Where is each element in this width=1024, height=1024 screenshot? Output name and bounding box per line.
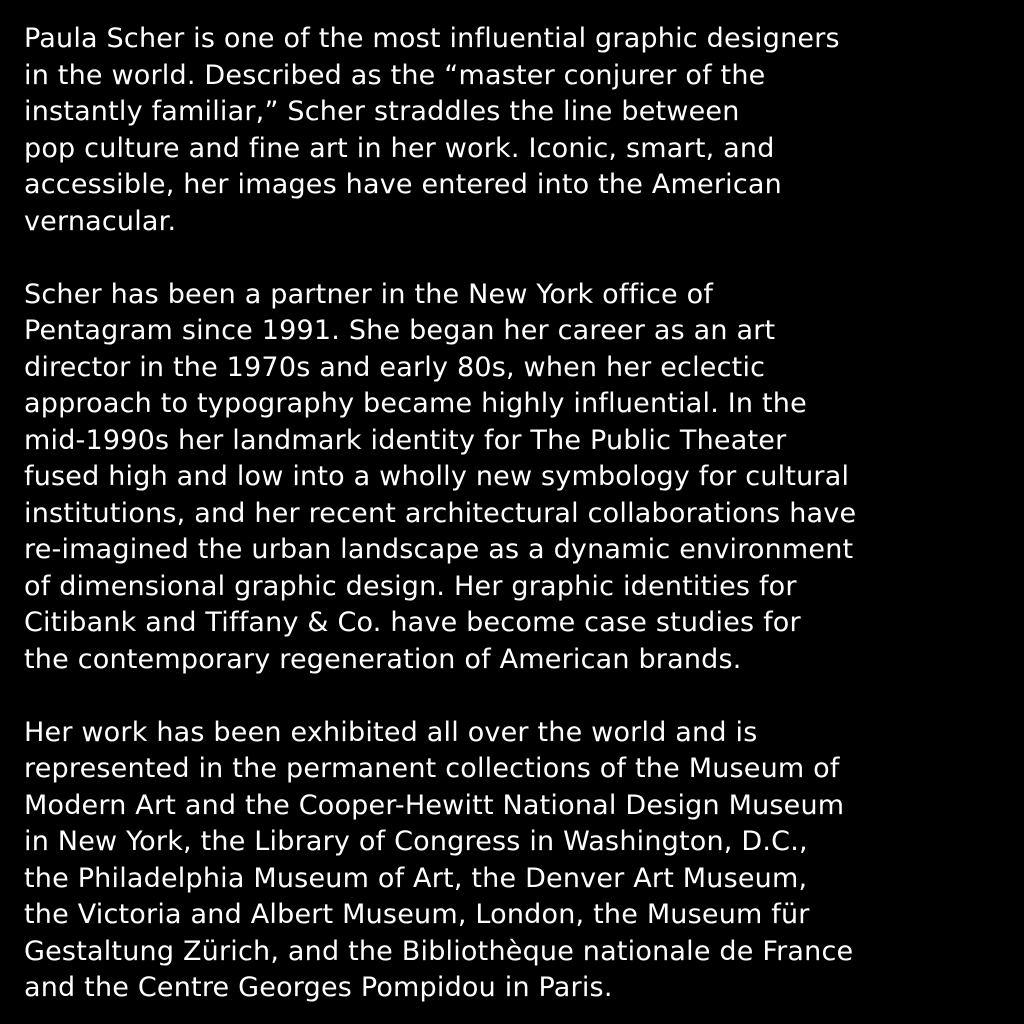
bio-text-line: re-imagined the urban landscape as a dynamic environment — [24, 534, 854, 565]
bio-paragraph-intro — [24, 21, 1014, 240]
bio-paragraph-collections — [24, 715, 1014, 1007]
bio-text-line: mid-1990s her landmark identity for The Public Theater — [24, 424, 787, 456]
bio-text-line: represented in the permanent collections of the Museum of — [24, 753, 840, 784]
bio-paragraph-career — [24, 277, 1014, 679]
bio-text-line: Scher has been a partner in the New York office of — [24, 278, 714, 310]
bio-text-line: Citibank and Tiffany & Co. have become case studies for — [24, 607, 801, 638]
bio-text-line: pop culture and fine art in her work. Iconic, smart, and — [24, 132, 775, 164]
bio-text-line: institutions, and her recent architectural collaborations have — [24, 497, 857, 529]
bio-text-line: director in the 1970s and early 80s, when her eclectic — [24, 351, 766, 383]
bio-text-line: Pentagram since 1991. She began her career as an art — [24, 315, 776, 346]
bio-text-line: fused high and low into a wholly new symbology for cultural — [24, 461, 850, 492]
bio-text-line: the Victoria and Albert Museum, London, the Museum für — [24, 899, 810, 930]
bio-text-line: the Philadelphia Museum of Art, the Denver Art Museum, — [24, 862, 808, 894]
bio-text-line: in the world. Described as the “master conjurer of the — [24, 59, 766, 91]
bio-text-line: Her work has been exhibited all over the world and is — [24, 716, 758, 748]
bio-text-line: in New York, the Library of Congress in Washington, D.C., — [24, 826, 808, 857]
bio-text-line: approach to typography became highly influential. In the — [24, 388, 807, 419]
bio-text-line: Paula Scher is one of the most influential graphic designers — [24, 23, 840, 54]
bio-text-line: Gestaltung Zürich, and the Bibliothèque nationale de France — [24, 935, 854, 967]
bio-text-line: the contemporary regeneration of American brands. — [24, 643, 742, 675]
bio-text-line: Modern Art and the Cooper-Hewitt National Design Museum — [24, 789, 845, 821]
bio-text-line: accessible, her images have entered into the American — [24, 169, 782, 200]
bio-text-line: vernacular. — [24, 205, 177, 237]
bio-text-line: and the Centre Georges Pompidou in Paris. — [24, 972, 613, 1003]
bio-text-line: of dimensional graphic design. Her graphic identities for — [24, 570, 797, 602]
bio-text-line: instantly familiar,” Scher straddles the line between — [24, 96, 740, 127]
